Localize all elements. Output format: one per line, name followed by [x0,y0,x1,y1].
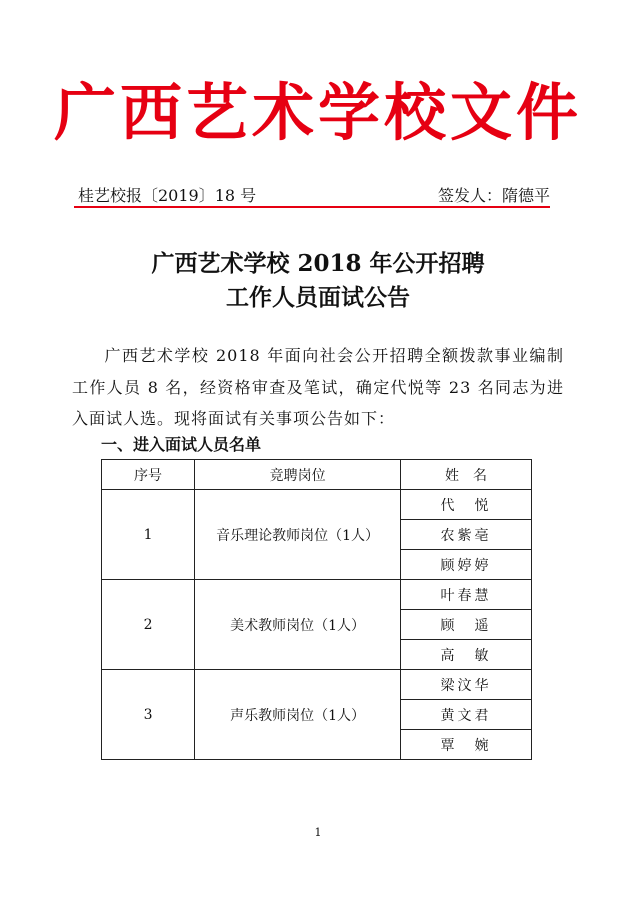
table-row [102,490,532,520]
cell-no: 3 [102,670,195,760]
table-row [102,670,532,700]
cell-name: 叶春慧 [401,580,532,610]
body-paragraph-text: 广西艺术学校 2018 年面向社会公开招聘全额拨款事业编制工作人员 8 名，经资格审查及笔试，确定代悦等 23 名同志为进入面试人选。现将面试有关事项公告如下： [72,346,564,428]
candidate-table [101,459,532,760]
cell-position: 音乐理论教师岗位（1人） [195,490,401,580]
cell-name: 代 悦 [401,490,532,520]
section-heading: 一、进入面试人员名单 [101,435,262,454]
cell-name: 梁汶华 [401,670,532,700]
cell-name: 高 敏 [401,640,532,670]
cell-position: 声乐教师岗位（1人） [195,670,401,760]
signer-label: 签发人：隋德平 [437,186,550,205]
header-cell-position: 竞聘岗位 [195,460,401,490]
red-divider-line [74,206,550,208]
cell-position: 美术教师岗位（1人） [195,580,401,670]
header-cell-name: 姓 名 [401,460,532,490]
cell-no: 2 [102,580,195,670]
header-cell-no: 序号 [102,460,195,490]
table-row [102,580,532,610]
document-header-title: 广西艺术学校文件 [53,76,582,149]
cell-name: 黄文君 [401,700,532,730]
cell-name: 农紫亳 [401,520,532,550]
document-number: 桂艺校报〔2019〕18 号 [78,186,257,205]
page-title-line-1: 广西艺术学校 2018 年公开招聘 [151,250,485,277]
cell-name: 顾 遥 [401,610,532,640]
body-paragraph [72,340,564,435]
table-header-row [102,460,532,490]
cell-name: 覃 婉 [401,730,532,760]
page-title-line-2: 工作人员面试公告 [226,284,410,311]
cell-name: 顾婷婷 [401,550,532,580]
page-number: 1 [314,826,322,839]
cell-no: 1 [102,490,195,580]
